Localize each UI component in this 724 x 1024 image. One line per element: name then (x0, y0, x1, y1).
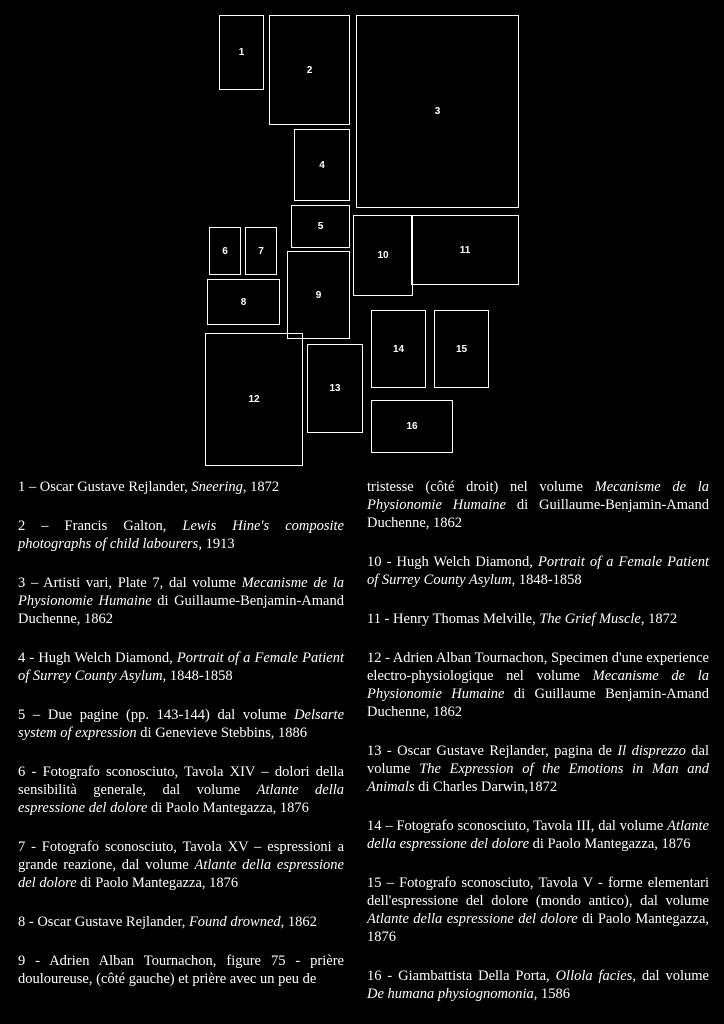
box-number: 13 (329, 383, 341, 394)
caption-text: , 1872 (640, 611, 678, 627)
caption-text: 13 - Oscar Gustave Rejlander, pagina de (367, 743, 618, 759)
box-number: 10 (377, 250, 389, 261)
layout-box-2 (269, 15, 350, 125)
layout-box-13 (307, 344, 363, 433)
caption-text: di Charles Darwin,1872 (414, 779, 558, 795)
caption-text: 10 - Hugh Welch Diamond, (367, 554, 539, 570)
caption-title: Mecanisme de la Physionomie Humaine (367, 668, 709, 702)
caption-title: Atlante della espressione del dolore (367, 911, 578, 927)
caption-title: Mecanisme de la Physionomie Humaine (18, 575, 344, 609)
caption-title: Atlante della espressione del dolore (18, 782, 345, 816)
layout-box-10 (353, 215, 413, 296)
caption-text: , 1872 (242, 479, 280, 495)
caption-title: Atlante della espressione del dolore (18, 857, 344, 891)
caption-item (367, 553, 709, 589)
layout-box-1 (219, 15, 264, 90)
caption-text: di Paolo Mantegazza, 1876 (76, 875, 239, 891)
caption-item (367, 817, 709, 853)
caption-text: di Genevieve Stebbins, 1886 (136, 725, 308, 741)
caption-text: tristesse (côté droit) nel volume (367, 479, 595, 495)
layout-box-12 (205, 333, 303, 466)
caption-text: 1 – Oscar Gustave Rejlander, (18, 479, 192, 495)
caption-title: Found drowned (188, 914, 281, 930)
caption-text: 15 – Fotografo sconosciuto, Tavola V - forme elementari dell'espressione del dolore (mondo antico), dal volume (367, 875, 709, 909)
caption-item (367, 478, 709, 532)
caption-text: 8 - Oscar Gustave Rejlander, (18, 914, 189, 930)
layout-box-9 (287, 251, 350, 339)
caption-text: di Paolo Mantegazza, 1876 (147, 800, 309, 816)
caption-text: 12 - Adrien Alban Tournachon, Specimen d'une experience electro-physiologique nel volume (367, 650, 709, 684)
caption-title: Lewis Hine's composite photographs of child labourers (18, 518, 344, 552)
box-number: 2 (306, 64, 313, 76)
caption-text: di Paolo Mantegazza, 1876 (367, 911, 710, 945)
layout-box-3 (356, 15, 519, 208)
caption-text: , 1862 (280, 914, 317, 930)
caption-title: Atlante della espressione del dolore (367, 818, 709, 852)
box-number: 5 (317, 221, 324, 232)
caption-title: Sneering (191, 479, 243, 495)
caption-text: 16 - Giambattista Della Porta, (367, 968, 556, 984)
layout-box-5 (291, 205, 350, 248)
box-number: 11 (459, 244, 471, 256)
caption-text: , 1848-1858 (162, 668, 233, 684)
caption-text: 9 - Adrien Alban Tournachon, figure 75 - prière douloureuse, (côté gauche) et prière avec un peu de (18, 953, 344, 987)
caption-text: 5 – Due pagine (pp. 143-144) dal volume (18, 707, 295, 723)
caption-item (18, 517, 344, 553)
caption-text: , 1913 (198, 536, 235, 552)
layout-box-7 (245, 227, 277, 275)
caption-item (367, 610, 709, 628)
caption-title: Mecanisme de la Physionomie Humaine (367, 479, 709, 513)
box-number: 15 (455, 343, 468, 355)
layout-box-8 (207, 279, 280, 325)
caption-text: , 1586 (533, 986, 570, 1002)
box-number: 16 (406, 421, 418, 432)
caption-text: dal volume (367, 743, 710, 777)
caption-text: di Guillaume-Benjamin-Amand Duchenne, 1862 (367, 497, 709, 531)
caption-text: , 1848-1858 (511, 572, 582, 588)
captions-right-column (367, 478, 709, 1024)
box-number: 7 (258, 245, 264, 257)
layout-box-14 (371, 310, 426, 388)
caption-item (18, 838, 344, 892)
layout-box-16 (371, 400, 453, 453)
box-number: 6 (222, 245, 228, 257)
caption-title: Ollola facies, (555, 968, 636, 984)
caption-item (367, 742, 709, 796)
caption-title: The Grief Muscle (539, 611, 641, 627)
box-number: 12 (248, 394, 260, 405)
layout-box-15 (434, 310, 489, 388)
box-number: 4 (319, 159, 325, 171)
caption-item (18, 574, 344, 628)
caption-item (367, 874, 709, 946)
caption-item (18, 952, 344, 988)
caption-item (18, 763, 344, 817)
layout-box-4 (294, 129, 350, 201)
layout-box-11 (411, 215, 519, 285)
captions-left-column (18, 478, 344, 1009)
caption-text: di Guillaume-Benjamin-Amand Duchenne, 1862 (18, 593, 344, 627)
caption-title: De humana physiognomonia (367, 986, 534, 1002)
caption-item (367, 967, 709, 1003)
box-number: 9 (315, 289, 322, 301)
box-number: 14 (392, 343, 405, 355)
caption-title: Portrait of a Female Patient of Surrey County Asylum (18, 650, 344, 684)
caption-title: Portrait of a Female Patient of Surrey County Asylum (367, 554, 709, 588)
caption-text: 2 – Francis Galton, (18, 518, 183, 534)
caption-text: 7 - Fotografo sconosciuto, Tavola XV – espressioni a grande reazione, dal volume (18, 839, 344, 873)
caption-text: dal volume (635, 968, 709, 984)
caption-title: Delsarte system of expression (18, 707, 344, 741)
caption-item (18, 706, 344, 742)
caption-text: 3 – Artisti vari, Plate 7, dal volume (18, 575, 242, 591)
caption-item (18, 913, 344, 931)
caption-title: The Expression of the Emotions in Man and Animals (367, 761, 709, 795)
caption-text: 6 - Fotografo sconosciuto, Tavola XIV – dolori della sensibilità generale, dal volume (18, 764, 344, 798)
caption-text: di Guillaume Benjamin-Amand Duchenne, 1862 (367, 686, 709, 720)
caption-text: 4 - Hugh Welch Diamond, (18, 650, 177, 666)
caption-text: di Paolo Mantegazza, 1876 (529, 836, 691, 852)
layout-box-6 (209, 227, 241, 275)
box-number: 8 (240, 296, 247, 308)
caption-text: 14 – Fotografo sconosciuto, Tavola III, dal volume (367, 818, 668, 834)
box-number: 1 (238, 47, 245, 58)
layout-diagram (0, 0, 724, 470)
caption-title: Il disprezzo (617, 743, 686, 759)
caption-item (18, 478, 344, 496)
box-number: 3 (434, 106, 441, 117)
caption-item (367, 649, 709, 721)
caption-item (18, 649, 344, 685)
caption-text: 11 - Henry Thomas Melville, (367, 611, 540, 627)
